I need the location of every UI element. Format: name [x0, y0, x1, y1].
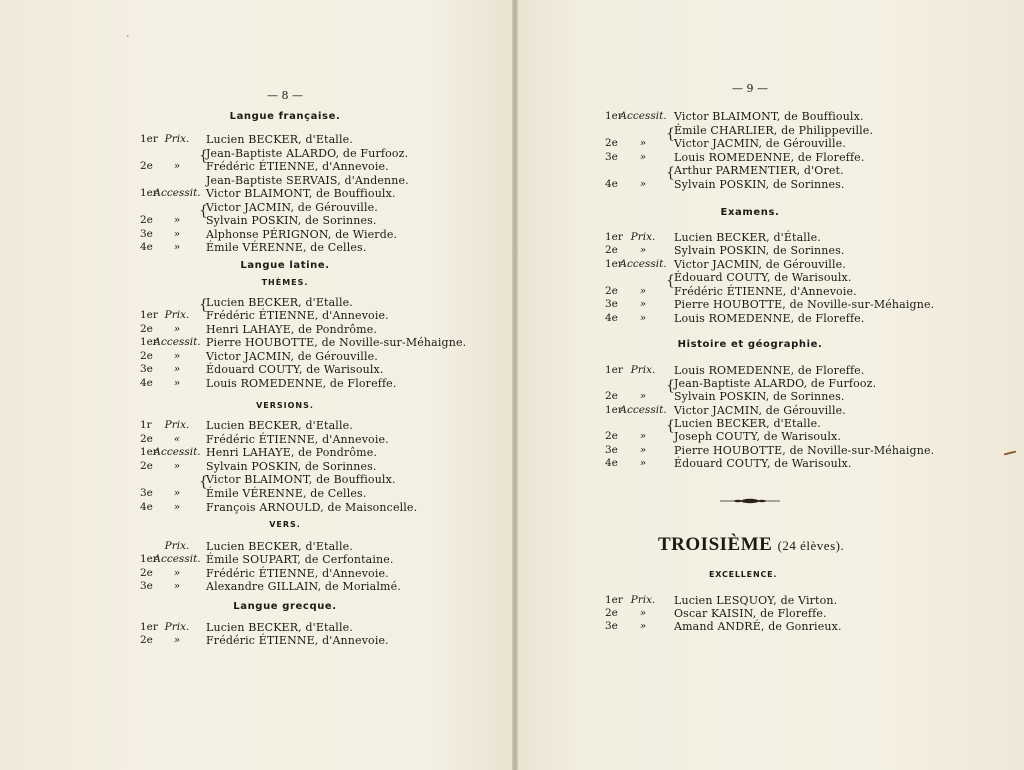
- award-type: »: [173, 487, 181, 499]
- rank: 3e: [605, 444, 618, 456]
- laureate-name: Lucien BECKER, d'Etalle.: [206, 621, 353, 634]
- rank: 1er: [605, 258, 623, 270]
- laureate-name: Henri LAHAYE, de Pondrôme.: [206, 446, 378, 459]
- prize-entry: [0, 201, 1024, 214]
- laureate-name: Oscar KAISIN, de Floreffe.: [674, 607, 827, 620]
- prize-entry: [0, 430, 1024, 443]
- rank: 2e: [140, 160, 153, 172]
- laureate-name: Jean-Baptiste ALARDO, de Furfooz.: [206, 147, 409, 160]
- prize-entry: [0, 457, 1024, 470]
- laureate-name: Lucien BECKER, d'Étalle.: [674, 231, 821, 244]
- laureate-name: Louis ROMEDENNE, de Floreffe.: [674, 312, 865, 325]
- prize-entry: [0, 244, 1024, 257]
- award-type: Prix.: [630, 231, 656, 243]
- laureate-name: Pierre HOUBOTTE, de Noville-sur-Méhaigne.: [674, 444, 935, 457]
- laureate-name: Sylvain POSKIN, de Sorinnes.: [674, 390, 845, 403]
- rank: 3e: [140, 363, 153, 375]
- award-type: »: [173, 460, 181, 472]
- rank: 1er: [605, 364, 623, 376]
- award-type: »: [639, 390, 647, 402]
- laureate-name: Louis ROMEDENNE, de Floreffe.: [674, 151, 865, 164]
- rank: 1er: [140, 309, 158, 321]
- award-type: »: [639, 620, 647, 632]
- award-type: »: [173, 567, 181, 579]
- laureate-name: Victor JACMIN, de Gérouville.: [206, 201, 378, 214]
- prize-entry: [0, 553, 1024, 566]
- prize-entry: [0, 214, 1024, 227]
- section-subheading: THÈMES.: [261, 278, 309, 287]
- laureate-name: Victor JACMIN, de Gérouville.: [674, 404, 846, 417]
- award-type: Accessit.: [619, 258, 667, 270]
- award-type: »: [173, 350, 181, 362]
- prize-entry: [0, 501, 1024, 514]
- award-type: Prix.: [630, 594, 656, 606]
- prize-entry: [0, 417, 1024, 430]
- laureate-name: Frédéric ÉTIENNE, d'Annevoie.: [206, 567, 389, 580]
- award-type: »: [639, 444, 647, 456]
- prize-entry: [0, 580, 1024, 593]
- laureate-name: Alexandre GILLAIN, de Morialmé.: [206, 580, 401, 593]
- prize-entry: [0, 634, 1024, 647]
- award-type: Accessit.: [153, 187, 201, 199]
- rank: 2e: [605, 285, 618, 297]
- section-heading: Langue française.: [229, 111, 341, 122]
- brace-mark: {: [666, 378, 675, 394]
- award-type: Accessit.: [153, 336, 201, 348]
- brace-mark: {: [666, 273, 675, 289]
- rank: 1r: [140, 419, 152, 431]
- laureate-name: Victor BLAIMONT, de Bouffioulx.: [206, 473, 396, 486]
- award-type: »: [639, 151, 647, 163]
- award-type: »: [173, 363, 181, 375]
- award-type: »: [173, 580, 181, 592]
- award-type: »: [639, 285, 647, 297]
- laureate-name: Jean-Baptiste SERVAIS, d'Andenne.: [206, 174, 409, 187]
- page-number-left: — 8 —: [267, 89, 303, 102]
- laureate-name: Victor JACMIN, de Gérouville.: [674, 258, 846, 271]
- prize-entry: [0, 607, 1024, 620]
- laureate-name: Victor BLAIMONT, de Bouffioulx.: [674, 110, 864, 123]
- rank: 1er: [140, 336, 158, 348]
- award-type: «: [173, 433, 181, 445]
- prize-entry: [0, 487, 1024, 500]
- prize-entry: [0, 110, 1024, 123]
- rank: 1er: [605, 594, 623, 606]
- rank: 1er: [605, 404, 623, 416]
- laureate-name: Émile VÉRENNE, de Celles.: [206, 487, 367, 500]
- rank: 3e: [140, 487, 153, 499]
- award-type: »: [639, 457, 647, 469]
- laureate-name: Jean-Baptiste ALARDO, de Furfooz.: [674, 377, 877, 390]
- laureate-name: Sylvain POSKIN, de Sorinnes.: [674, 244, 845, 257]
- laureate-name: Victor BLAIMONT, de Bouffioulx.: [206, 187, 396, 200]
- rank: 1er: [140, 187, 158, 199]
- laureate-name: Lucien LESQUOY, de Virton.: [674, 594, 838, 607]
- rank: 2e: [605, 390, 618, 402]
- award-type: Prix.: [164, 133, 190, 145]
- laureate-name: Émile VÉRENNE, de Celles.: [206, 241, 367, 254]
- laureate-name: Sylvain POSKIN, de Sorinnes.: [206, 214, 377, 227]
- rank: 3e: [605, 298, 618, 310]
- laureate-name: Édouard COUTY, de Warisoulx.: [674, 271, 852, 284]
- laureate-name: Sylvain POSKIN, de Sorinnes.: [674, 178, 845, 191]
- laureate-name: Pierre HOUBOTTE, de Noville-sur-Méhaigne.: [674, 298, 935, 311]
- prize-entry: [0, 312, 1024, 325]
- prize-entry: [0, 231, 1024, 244]
- rank: 4e: [605, 457, 618, 469]
- award-type: Accessit.: [619, 110, 667, 122]
- rank: 2e: [140, 433, 153, 445]
- award-type: »: [173, 214, 181, 226]
- rank: 4e: [140, 241, 153, 253]
- rank: 1er: [605, 231, 623, 243]
- laureate-name: Lucien BECKER, d'Etalle.: [206, 133, 353, 146]
- section-heading: Langue grecque.: [233, 601, 337, 612]
- rank: 4e: [140, 377, 153, 389]
- laureate-name: François ARNOULD, de Maisoncelle.: [206, 501, 418, 514]
- laureate-name: Frédéric ÉTIENNE, d'Annevoie.: [206, 160, 389, 173]
- rank: 3e: [140, 580, 153, 592]
- rank: 2e: [140, 634, 153, 646]
- rank: 1er: [140, 133, 158, 145]
- award-type: »: [639, 312, 647, 324]
- laureate-name: Amand ANDRÉ, de Gonrieux.: [674, 620, 842, 633]
- brace-mark: {: [199, 297, 208, 313]
- award-type: Prix.: [164, 419, 190, 431]
- laureate-name: Émile SOUPART, de Cerfontaine.: [206, 553, 394, 566]
- award-type: Prix.: [630, 364, 656, 376]
- laureate-name: Sylvain POSKIN, de Sorinnes.: [206, 460, 377, 473]
- rank: 4e: [140, 501, 153, 513]
- award-type: »: [173, 634, 181, 646]
- prize-entry: [0, 137, 1024, 150]
- page-number-right: — 9 —: [732, 82, 768, 95]
- ornamental-rule: [720, 497, 780, 505]
- rank: 3e: [140, 228, 153, 240]
- prize-entry: [0, 336, 1024, 349]
- brace-mark: {: [199, 203, 208, 219]
- prize-entry: [0, 148, 1024, 164]
- prize-entry: [0, 298, 1024, 311]
- prize-entry: [0, 364, 1024, 377]
- brace-mark: {: [199, 474, 208, 490]
- rank: 2e: [140, 323, 153, 335]
- prize-entry: [0, 473, 1024, 486]
- rank: 2e: [605, 244, 618, 256]
- class-pupil-count: (24 élèves).: [777, 538, 845, 553]
- laureate-name: Louis ROMEDENNE, de Floreffe.: [206, 377, 397, 390]
- laureate-name: Frédéric ÉTIENNE, d'Annevoie.: [674, 285, 857, 298]
- award-type: Accessit.: [153, 553, 201, 565]
- prize-entry: [0, 271, 1024, 284]
- rank: 2e: [140, 350, 153, 362]
- award-type: »: [173, 323, 181, 335]
- award-type: Prix.: [164, 621, 190, 633]
- prize-entry: [0, 540, 1024, 553]
- prize-entry: [0, 444, 1024, 457]
- laureate-name: Frédéric ÉTIENNE, d'Annevoie.: [206, 309, 389, 322]
- laureate-name: Victor JACMIN, de Gérouville.: [206, 350, 378, 363]
- rank: 2e: [605, 430, 618, 442]
- rank: 2e: [140, 460, 153, 472]
- prize-entry: [0, 164, 1024, 177]
- rank: 2e: [140, 214, 153, 226]
- award-type: »: [639, 298, 647, 310]
- prize-entry: [0, 377, 1024, 390]
- award-type: »: [639, 244, 647, 256]
- laureate-name: Lucien BECKER, d'Etalle.: [206, 296, 353, 309]
- award-type: »: [173, 241, 181, 253]
- class-title-text: TROISIÈME: [658, 534, 773, 555]
- brace-mark: {: [666, 418, 675, 434]
- class-title: [658, 534, 844, 556]
- rank: 3e: [605, 151, 618, 163]
- rank: 1er: [140, 553, 158, 565]
- rank: 2e: [605, 137, 618, 149]
- award-type: Accessit.: [153, 446, 201, 458]
- prize-entry: [0, 350, 1024, 363]
- prize-entry: [0, 390, 1024, 403]
- laureate-name: Joseph COUTY, de Warisoulx.: [674, 430, 842, 443]
- section-subheading: VERS.: [269, 520, 301, 529]
- rank: 2e: [140, 567, 153, 579]
- award-type: »: [173, 501, 181, 513]
- brace-mark: {: [666, 165, 675, 181]
- laureate-name: Édouard COUTY, de Warisoulx.: [206, 363, 384, 376]
- laureate-name: Arthur PARMENTIER, d'Oret.: [674, 164, 844, 177]
- laureate-name: Henri LAHAYE, de Pondrôme.: [206, 323, 378, 336]
- brace-mark: {: [199, 148, 208, 164]
- laureate-name: Alphonse PÉRIGNON, de Wierde.: [206, 228, 398, 241]
- section-heading: Langue latine.: [240, 260, 330, 271]
- award-type: »: [639, 137, 647, 149]
- laureate-name: Victor JACMIN, de Gérouville.: [674, 137, 846, 150]
- prize-entry: [0, 124, 1024, 137]
- laureate-name: Louis ROMEDENNE, de Floreffe.: [674, 364, 865, 377]
- rank: 1er: [140, 446, 158, 458]
- rank: 1er: [140, 621, 158, 633]
- prize-entry: [0, 594, 1024, 607]
- laureate-name: Lucien BECKER, d'Etalle.: [206, 540, 353, 553]
- laureate-name: Frédéric ÉTIENNE, d'Annevoie.: [206, 433, 389, 446]
- award-type: Prix.: [164, 309, 190, 321]
- prize-entry: [0, 404, 1024, 417]
- prize-entry: [0, 285, 1024, 298]
- rank: 1er: [605, 110, 623, 122]
- award-type: »: [639, 430, 647, 442]
- award-type: »: [173, 377, 181, 389]
- laureate-name: Édouard COUTY, de Warisoulx.: [674, 457, 852, 470]
- brace-mark: {: [666, 126, 675, 142]
- laureate-name: Émile CHARLIER, de Philippeville.: [674, 124, 874, 137]
- laureate-name: Lucien BECKER, d'Etalle.: [674, 417, 821, 430]
- prize-entry: [0, 258, 1024, 271]
- rank: 3e: [605, 620, 618, 632]
- award-type: »: [639, 178, 647, 190]
- section-heading: Histoire et géographie.: [677, 339, 823, 350]
- award-type: »: [173, 160, 181, 172]
- section-heading: Examens.: [720, 207, 780, 218]
- award-type: »: [639, 607, 647, 619]
- award-type: Accessit.: [619, 404, 667, 416]
- prize-entry: [0, 567, 1024, 580]
- award-type: Prix.: [164, 540, 190, 552]
- section-subheading: VERSIONS.: [256, 401, 314, 410]
- rank: 4e: [605, 312, 618, 324]
- laureate-name: Frédéric ÉTIENNE, d'Annevoie.: [206, 634, 389, 647]
- rank: 4e: [605, 178, 618, 190]
- section-subheading: EXCELLENCE.: [709, 570, 778, 579]
- page-speck: `: [126, 36, 131, 46]
- prize-entry: [0, 178, 1024, 191]
- award-type: »: [173, 228, 181, 240]
- laureate-name: Pierre HOUBOTTE, de Noville-sur-Méhaigne.: [206, 336, 467, 349]
- rank: 2e: [605, 607, 618, 619]
- laureate-name: Lucien BECKER, d'Etalle.: [206, 419, 353, 432]
- prize-entry: [0, 620, 1024, 633]
